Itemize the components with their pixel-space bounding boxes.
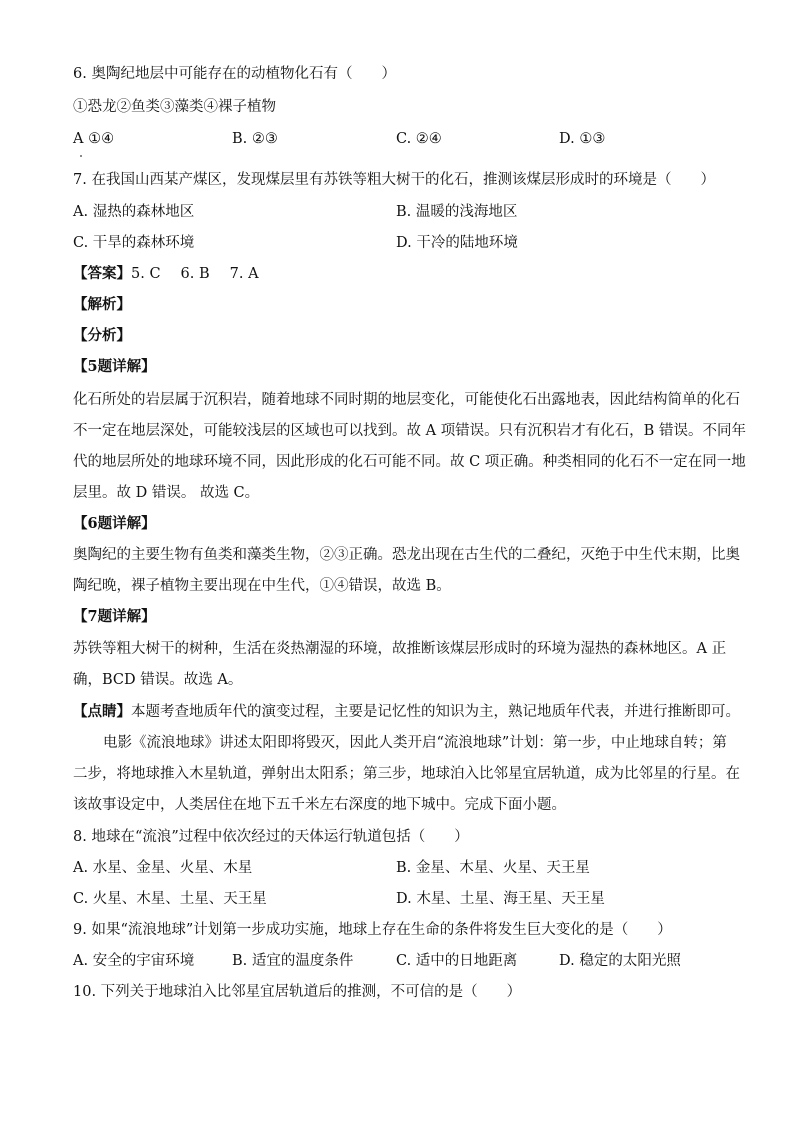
q7-stem: 7. 在我国山西某产煤区，发现煤层里有苏铁等粗大树干的化石，推测该煤层形成时的环境是（ ） — [73, 172, 715, 188]
q9-option-d: D. 稳定的太阳光照 — [559, 953, 681, 969]
detail5-label: 【5题详解】 — [73, 358, 156, 375]
answer-line — [73, 264, 734, 284]
q8-option-c: C. 火星、木星、土星、天王星 — [73, 891, 267, 907]
q7-option-c: C. 干旱的森林环境 — [73, 235, 195, 251]
stray-mark — [80, 155, 82, 157]
dianjing-line — [73, 702, 740, 722]
detail5-line-1: 化石所处的岩层属于沉积岩，随着地球不同时期的地层变化，可能使化石出露地表，因此结构简单的化石 — [73, 392, 740, 408]
detail7-line-2: 确，BCD 错误。故选 A。 — [73, 672, 243, 688]
q8-option-d: D. 木星、土星、海王星、天王星 — [396, 891, 605, 907]
answer-label: 【答案】 — [73, 265, 131, 282]
q8-stem: 8. 地球在“流浪”过程中依次经过的天体运行轨道包括（ ） — [73, 829, 469, 845]
dianjing-label: 【点睛】 — [73, 703, 131, 720]
detail6-label: 【6题详解】 — [73, 515, 156, 532]
q9-option-c: C. 适中的日地距离 — [396, 953, 518, 969]
detail7-label: 【7题详解】 — [73, 608, 156, 625]
q6-items: ①恐龙②鱼类③藻类④裸子植物 — [73, 99, 276, 115]
q10-stem: 10. 下列关于地球泊入比邻星宜居轨道后的推测，不可信的是（ ） — [73, 984, 522, 1000]
q8-option-a: A. 水星、金星、火星、木星 — [73, 860, 253, 876]
detail5-line-4: 层里。故 D 错误。 故选 C。 — [73, 485, 260, 501]
detail6-line-1: 奥陶纪的主要生物有鱼类和藻类生物，②③正确。恐龙出现在古生代的二叠纪，灭绝于中生代末期，比奥 — [73, 547, 740, 563]
q6-stem: 6. 奥陶纪地层中可能存在的动植物化石有（ ） — [73, 66, 396, 82]
detail5-line-2: 不一定在地层深处，可能较浅层的区域也可以找到。故 A 项错误。只有沉积岩才有化石，B 错误。不同年 — [73, 423, 746, 439]
detail7-line-1: 苏铁等粗大树干的树种，生活在炎热潮湿的环境，故推断该煤层形成时的环境为湿热的森林地区。A 正 — [73, 641, 727, 657]
q6-option-b: B. ②③ — [232, 131, 278, 147]
q7-option-a: A. 湿热的森林地区 — [73, 204, 195, 220]
passage-line-2: 二步，将地球推入木星轨道，弹射出太阳系；第三步，地球泊入比邻星宜居轨道，成为比邻星的行星。在 — [73, 766, 740, 782]
detail6-line-2: 陶纪晚，裸子植物主要出现在中生代，①④错误，故选 B。 — [73, 578, 451, 594]
dianjing-text: 本题考查地质年代的演变过程，主要是记忆性的知识为主，熟记地质年代表，并进行推断即可。 — [131, 704, 740, 720]
q7-option-d: D. 干冷的陆地环境 — [396, 235, 518, 251]
q6-option-d: D. ①③ — [559, 131, 606, 147]
passage-line-3: 该故事设定中，人类居住在地下五千米左右深度的地下城中。完成下面小题。 — [73, 797, 566, 813]
answer-6: 6. B — [180, 266, 210, 282]
q8-option-b: B. 金星、木星、火星、天王星 — [396, 860, 590, 876]
answer-5: 5. C — [131, 266, 161, 282]
q9-option-b: B. 适宜的温度条件 — [232, 953, 354, 969]
answer-7: 7. A — [229, 266, 259, 282]
q6-option-a: A ①④ — [73, 131, 115, 147]
analysis-label: 【解析】 — [73, 296, 131, 313]
q7-option-b: B. 温暖的浅海地区 — [396, 204, 518, 220]
q6-option-c: C. ②④ — [396, 131, 442, 147]
q9-option-a: A. 安全的宇宙环境 — [73, 953, 195, 969]
detail5-line-3: 代的地层所处的地球环境不同，因此形成的化石可能不同。故 C 项正确。种类相同的化石不一定在同一地 — [73, 454, 746, 470]
passage-line-1: 电影《流浪地球》讲述太阳即将毁灭，因此人类开启“流浪地球”计划：第一步，中止地球自转；第 — [103, 735, 727, 751]
fenxi-label: 【分析】 — [73, 327, 131, 344]
q9-stem: 9. 如果“流浪地球”计划第一步成功实施，地球上存在生命的条件将发生巨大变化的是（ ） — [73, 922, 672, 938]
